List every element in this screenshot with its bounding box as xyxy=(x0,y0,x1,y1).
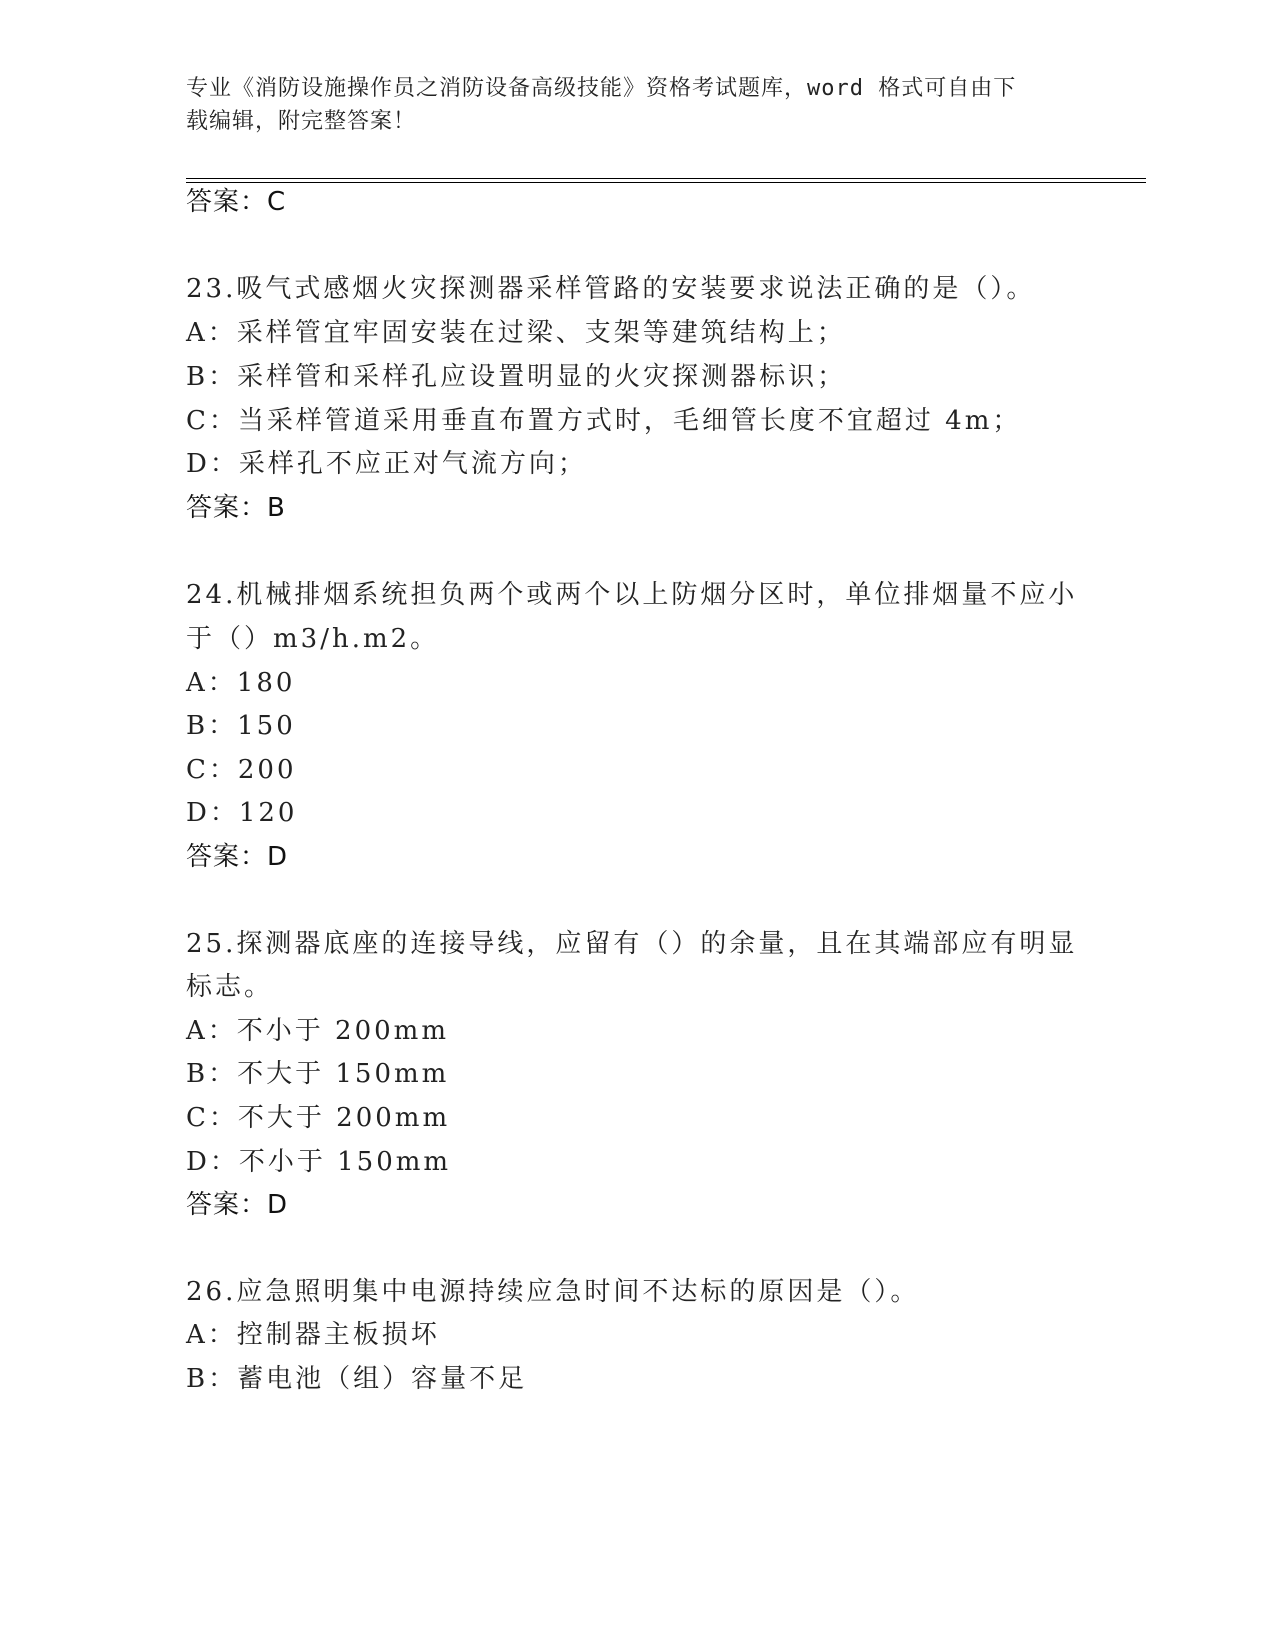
question-23-option-c: C：当采样管道采用垂直布置方式时，毛细管长度不宜超过 4m； xyxy=(186,406,1022,436)
question-24-option-c: C：200 xyxy=(186,755,297,785)
question-25-answer: 答案：D xyxy=(186,1190,289,1220)
document-header xyxy=(186,72,1066,138)
question-23-option-a: A：采样管宜牢固安装在过梁、支架等建筑结构上； xyxy=(186,318,846,348)
question-26-option-a: A：控制器主板损坏 xyxy=(186,1320,440,1350)
question-24-answer: 答案：D xyxy=(186,842,289,872)
question-24-option-b: B：150 xyxy=(186,711,296,741)
question-26-text: 26.应急照明集中电源持续应急时间不达标的原因是（）。 xyxy=(186,1277,920,1307)
header-line-1: 专业《消防设施操作员之消防设备高级技能》资格考试题库，word 格式可自由下 xyxy=(186,76,1017,101)
header-rule-bottom xyxy=(186,182,1146,183)
question-25-option-c: C：不大于 200mm xyxy=(186,1103,451,1133)
question-24-option-d: D：120 xyxy=(186,798,298,828)
question-25-option-a: A：不小于 200mm xyxy=(186,1016,449,1046)
question-25-option-b: B：不大于 150mm xyxy=(186,1059,450,1089)
question-24-option-a: A：180 xyxy=(186,668,296,698)
question-23-option-d: D：采样孔不应正对气流方向； xyxy=(186,449,587,479)
answer-line: 答案：C xyxy=(186,187,287,217)
question-23-answer: 答案：B xyxy=(186,493,286,523)
header-rule-top xyxy=(186,178,1146,179)
question-24-text-line-1: 24.机械排烟系统担负两个或两个以上防烟分区时，单位排烟量不应小 xyxy=(186,580,1078,610)
question-23-text: 23.吸气式感烟火灾探测器采样管路的安装要求说法正确的是（）。 xyxy=(186,274,1036,304)
question-24-text-line-2: 于（）m3/h.m2。 xyxy=(186,624,440,654)
question-25-text-line-1: 25.探测器底座的连接导线，应留有（）的余量，且在其端部应有明显 xyxy=(186,929,1078,959)
question-25-text-line-2: 标志。 xyxy=(186,972,274,1002)
question-25-option-d: D：不小于 150mm xyxy=(186,1147,452,1177)
question-26-option-b: B：蓄电池（组）容量不足 xyxy=(186,1364,528,1394)
header-line-2: 载编辑，附完整答案！ xyxy=(186,109,417,134)
question-23-option-b: B：采样管和采样孔应设置明显的火灾探测器标识； xyxy=(186,362,847,392)
